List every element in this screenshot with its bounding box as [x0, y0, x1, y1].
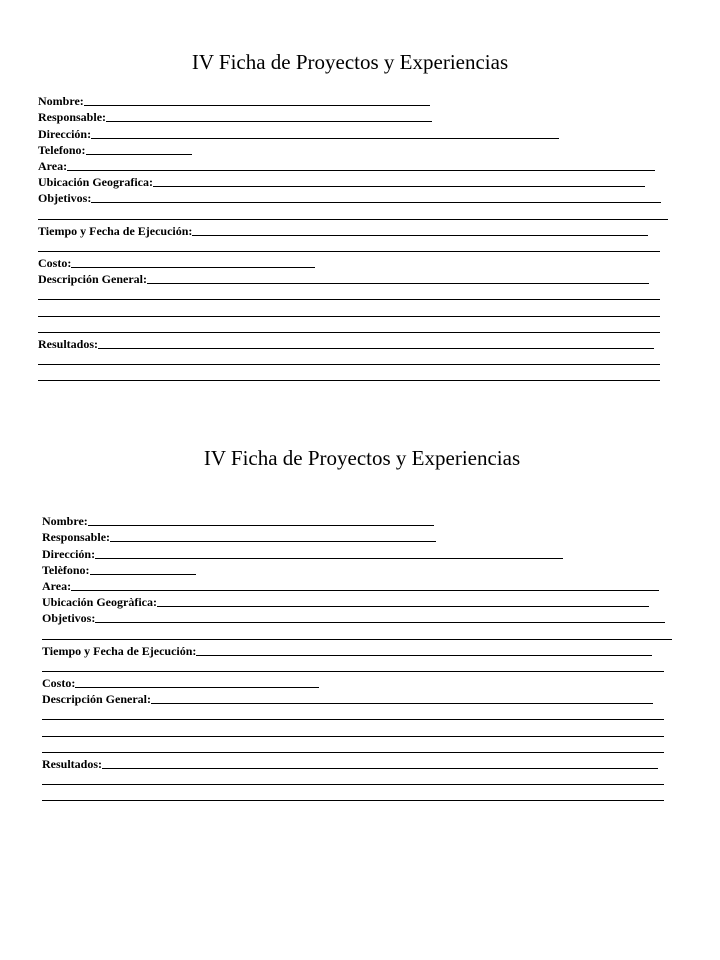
responsable-label: Responsable:: [38, 110, 107, 125]
blank-line[interactable]: [38, 364, 660, 365]
tiempo-row: [42, 642, 672, 658]
telefono-label: Telèfono:: [42, 562, 90, 577]
area-line[interactable]: [71, 590, 659, 591]
blank-line[interactable]: [42, 719, 664, 720]
direccion-row: [42, 544, 672, 560]
telefono-line[interactable]: [86, 154, 192, 155]
blank-line-row: [42, 787, 672, 803]
resultados-label: Resultados:: [38, 337, 99, 351]
blank-line-row: [42, 739, 672, 755]
blank-line[interactable]: [38, 219, 668, 220]
resultados-line[interactable]: [102, 768, 658, 769]
telefono-line[interactable]: [90, 574, 196, 575]
nombre-row: [42, 512, 672, 528]
blank-line-row: [42, 771, 672, 787]
blank-line-row: [42, 658, 672, 674]
costo-label: Costo:: [42, 676, 76, 691]
tiempo-label: Tiempo y Fecha de Ejecución:: [42, 643, 197, 658]
blank-line[interactable]: [42, 639, 672, 640]
ubicacion-line[interactable]: [153, 186, 645, 187]
ubicacion-label: Ubicación Geografica:: [38, 175, 153, 190]
area-label: Area:: [42, 578, 72, 593]
direccion-label: Dirección:: [38, 126, 92, 141]
blank-line[interactable]: [42, 736, 664, 737]
descripcion-label: Descripción General:: [42, 692, 151, 707]
area-row: [42, 577, 672, 593]
blank-line-row: [38, 351, 668, 367]
direccion-line[interactable]: [91, 138, 559, 139]
responsable-label: Responsable:: [42, 530, 111, 545]
ubicacion-line[interactable]: [157, 606, 649, 607]
area-row: [38, 157, 668, 173]
costo-row: [42, 674, 672, 690]
resultados-label: Resultados:: [42, 757, 103, 771]
blank-line[interactable]: [38, 380, 660, 381]
ubicacion-label: Ubicación Geogràfica:: [42, 595, 157, 610]
responsable-line[interactable]: [106, 121, 432, 122]
blank-line[interactable]: [42, 784, 664, 785]
blank-line-row: [38, 238, 668, 254]
form-title: IV Ficha de Proyectos y Experiencias: [191, 50, 509, 74]
ubicacion-row: [42, 593, 672, 609]
area-label: Area:: [38, 158, 68, 173]
responsable-line[interactable]: [110, 541, 436, 542]
tiempo-line[interactable]: [196, 655, 652, 656]
blank-line[interactable]: [42, 800, 664, 801]
descripcion-line[interactable]: [147, 283, 649, 284]
blank-line[interactable]: [38, 332, 660, 333]
objetivos-label: Objetivos:: [42, 611, 96, 626]
resultados-line[interactable]: [98, 348, 654, 349]
direccion-label: Dirección:: [42, 546, 96, 561]
blank-line-row: [38, 205, 668, 221]
nombre-line[interactable]: [84, 105, 430, 106]
objetivos-label: Objetivos:: [38, 191, 92, 206]
objetivos-row: [42, 609, 672, 625]
objetivos-row: [38, 189, 668, 205]
blank-line-row: [38, 302, 668, 318]
blank-line-row: [38, 319, 668, 335]
resultados-row: [42, 755, 672, 771]
form-title: IV Ficha de Proyectos y Experiencias: [203, 446, 521, 470]
nombre-label: Nombre:: [38, 94, 84, 109]
resultados-row: [38, 335, 668, 351]
direccion-line[interactable]: [95, 558, 563, 559]
nombre-line[interactable]: [88, 525, 434, 526]
costo-line[interactable]: [75, 687, 319, 688]
blank-line[interactable]: [38, 299, 660, 300]
responsable-row: [38, 108, 668, 124]
objetivos-line[interactable]: [91, 202, 661, 203]
ubicacion-row: [38, 173, 668, 189]
blank-line-row: [42, 722, 672, 738]
blank-line-row: [42, 625, 672, 641]
descripcion-row: [42, 690, 672, 706]
costo-label: Costo:: [38, 256, 72, 271]
blank-line-row: [38, 286, 668, 302]
telefono-row: [42, 561, 672, 577]
blank-line-row: [38, 367, 668, 383]
blank-line[interactable]: [42, 752, 664, 753]
direccion-row: [38, 124, 668, 140]
telefono-label: Telefono:: [38, 142, 86, 157]
telefono-row: [38, 141, 668, 157]
costo-row: [38, 254, 668, 270]
tiempo-row: [38, 222, 668, 238]
form-fields: [38, 92, 668, 383]
tiempo-label: Tiempo y Fecha de Ejecución:: [38, 223, 193, 238]
nombre-row: [38, 92, 668, 108]
blank-line[interactable]: [38, 316, 660, 317]
descripcion-label: Descripción General:: [38, 272, 147, 287]
descripcion-row: [38, 270, 668, 286]
costo-line[interactable]: [71, 267, 315, 268]
blank-line-row: [42, 706, 672, 722]
objetivos-line[interactable]: [95, 622, 665, 623]
tiempo-line[interactable]: [192, 235, 648, 236]
form-fields: [42, 512, 672, 803]
blank-line[interactable]: [38, 251, 660, 252]
descripcion-line[interactable]: [151, 703, 653, 704]
responsable-row: [42, 528, 672, 544]
nombre-label: Nombre:: [42, 514, 88, 529]
area-line[interactable]: [67, 170, 655, 171]
blank-line[interactable]: [42, 671, 664, 672]
